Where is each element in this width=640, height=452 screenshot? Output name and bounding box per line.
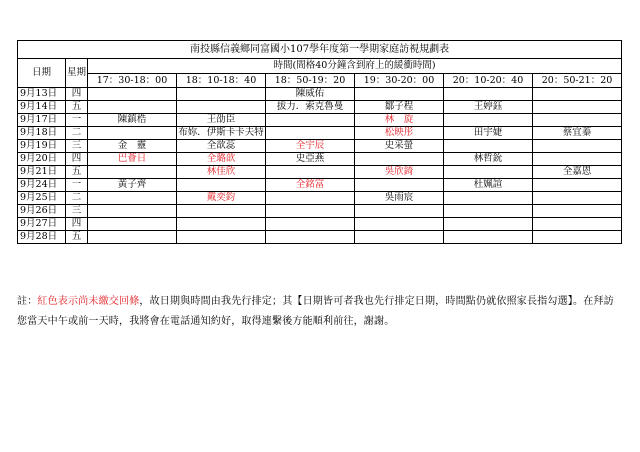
slot-cell (444, 114, 533, 127)
slot-cell: 全嘉恩 (533, 166, 622, 179)
row-weekday: 三 (66, 140, 88, 153)
row-weekday: 五 (66, 166, 88, 179)
schedule-body (18, 88, 622, 244)
slot-cell: 全璐歆 (177, 153, 266, 166)
slot-cell (266, 114, 355, 127)
slot-cell: 金 靈 (88, 140, 177, 153)
slot-cell: 史亞燕 (266, 153, 355, 166)
slot-cell (266, 127, 355, 140)
slot-cell: 鄒子程 (355, 101, 444, 114)
slot-cell (88, 218, 177, 231)
table-row (18, 88, 622, 101)
slot-cell (355, 153, 444, 166)
slot-cell (266, 218, 355, 231)
slot-cell (533, 179, 622, 192)
note-label: 註： (17, 296, 38, 307)
slot-cell (533, 192, 622, 205)
slot-cell (88, 192, 177, 205)
visit-schedule-table (17, 40, 622, 244)
row-date: 9月28日 (18, 231, 66, 244)
row-weekday: 五 (66, 231, 88, 244)
slot-cell (266, 192, 355, 205)
slot-cell (444, 140, 533, 153)
row-date: 9月24日 (18, 179, 66, 192)
table-row (18, 205, 622, 218)
header-slot: 20：50-21：20 (533, 74, 622, 88)
row-date: 9月25日 (18, 192, 66, 205)
table-title: 南投縣信義鄉同富國小107學年度第一學期家庭訪視規劃表 (18, 41, 622, 59)
slot-cell: 全歆蕊 (177, 140, 266, 153)
footnote (17, 292, 621, 332)
row-weekday: 一 (66, 114, 88, 127)
slot-cell: 巴薈日 (88, 153, 177, 166)
row-weekday: 四 (66, 88, 88, 101)
slot-cell: 拔力．索克魯曼 (266, 101, 355, 114)
row-weekday: 五 (66, 101, 88, 114)
slot-cell (88, 166, 177, 179)
slot-cell (266, 205, 355, 218)
slot-cell (444, 231, 533, 244)
slot-cell (533, 114, 622, 127)
table-row (18, 127, 622, 140)
row-weekday: 三 (66, 205, 88, 218)
slot-cell: 林佳欣 (177, 166, 266, 179)
slot-cell (266, 231, 355, 244)
slot-cell: 吳欣錡 (355, 166, 444, 179)
slot-cell (533, 205, 622, 218)
header-date: 日期 (18, 59, 66, 88)
slot-cell (444, 166, 533, 179)
table-row (18, 140, 622, 153)
slot-cell (444, 192, 533, 205)
row-date: 9月17日 (18, 114, 66, 127)
note-highlight: 紅色表示尚未繳交回條 (37, 296, 140, 307)
slot-cell: 陳威佑 (266, 88, 355, 101)
slot-cell (533, 140, 622, 153)
slot-cell (177, 231, 266, 244)
slot-cell (355, 205, 444, 218)
slot-cell (444, 218, 533, 231)
slot-cell: 蔡宜蓁 (533, 127, 622, 140)
row-weekday: 一 (66, 179, 88, 192)
table-row (18, 179, 622, 192)
slot-cell (177, 205, 266, 218)
table-row (18, 101, 622, 114)
slot-cell (88, 231, 177, 244)
slot-cell (266, 166, 355, 179)
header-slot: 18：50-19：20 (266, 74, 355, 88)
header-weekday: 星期 (66, 59, 88, 88)
slot-cell: 全宇辰 (266, 140, 355, 153)
slot-cell (533, 218, 622, 231)
slot-cell (88, 88, 177, 101)
slot-cell (533, 101, 622, 114)
table-row (18, 114, 622, 127)
slot-cell: 戴奕鈞 (177, 192, 266, 205)
table-row (18, 218, 622, 231)
slot-cell (533, 231, 622, 244)
slot-cell (177, 101, 266, 114)
slot-cell: 田宇婕 (444, 127, 533, 140)
slot-cell (88, 101, 177, 114)
header-slot: 20：10-20：40 (444, 74, 533, 88)
row-date: 9月27日 (18, 218, 66, 231)
slot-cell (355, 88, 444, 101)
slot-cell (88, 205, 177, 218)
slot-cell (355, 231, 444, 244)
row-weekday: 二 (66, 192, 88, 205)
row-date: 9月18日 (18, 127, 66, 140)
note-text: ，故日期與時間由我先行排定；其【日期皆可者我也先行排定日期，時間點仍就依照家長指勾選】。在拜訪您當天中午或前一天時，我將會在電話通知約好，取得連繫後方能順利前往，謝謝。 (17, 296, 614, 327)
header-slot: 19：30-20：00 (355, 74, 444, 88)
header-time-group: 時間(間格40分鐘含到府上的緩衝時間) (88, 59, 622, 74)
slot-cell: 布妳．伊斯卡卡夫特 (178, 127, 264, 138)
row-weekday: 四 (66, 153, 88, 166)
table-row (18, 153, 622, 166)
slot-cell (355, 218, 444, 231)
row-date: 9月19日 (18, 140, 66, 153)
slot-cell: 松映彤 (355, 127, 444, 140)
slot-cell (355, 179, 444, 192)
header-slot: 17：30-18：00 (88, 74, 177, 88)
row-date: 9月21日 (18, 166, 66, 179)
table-row (18, 231, 622, 244)
slot-cell: 林 旋 (355, 114, 444, 127)
row-weekday: 二 (66, 127, 88, 140)
slot-cell (533, 153, 622, 166)
table-row (18, 192, 622, 205)
row-date: 9月26日 (18, 205, 66, 218)
slot-cell (444, 88, 533, 101)
slot-cell (444, 205, 533, 218)
table-row (18, 166, 622, 179)
slot-cell (533, 88, 622, 101)
slot-cell: 吳雨宸 (355, 192, 444, 205)
slot-cell (177, 179, 266, 192)
slot-cell (177, 88, 266, 101)
slot-cell: 史采螢 (355, 140, 444, 153)
row-date: 9月13日 (18, 88, 66, 101)
row-weekday: 四 (66, 218, 88, 231)
slot-cell: 杜姵諠 (444, 179, 533, 192)
slot-cell: 黃子齊 (88, 179, 177, 192)
row-date: 9月20日 (18, 153, 66, 166)
slot-cell (88, 127, 177, 140)
slot-cell: 陳鎮梏 (88, 114, 177, 127)
row-date: 9月14日 (18, 101, 66, 114)
slot-cell: 王劭臣 (177, 114, 266, 127)
header-slot: 18：10-18：40 (177, 74, 266, 88)
slot-cell: 王婷鈺 (444, 101, 533, 114)
slot-cell: 林哲鈗 (444, 153, 533, 166)
slot-cell (177, 218, 266, 231)
slot-cell: 全銘富 (266, 179, 355, 192)
